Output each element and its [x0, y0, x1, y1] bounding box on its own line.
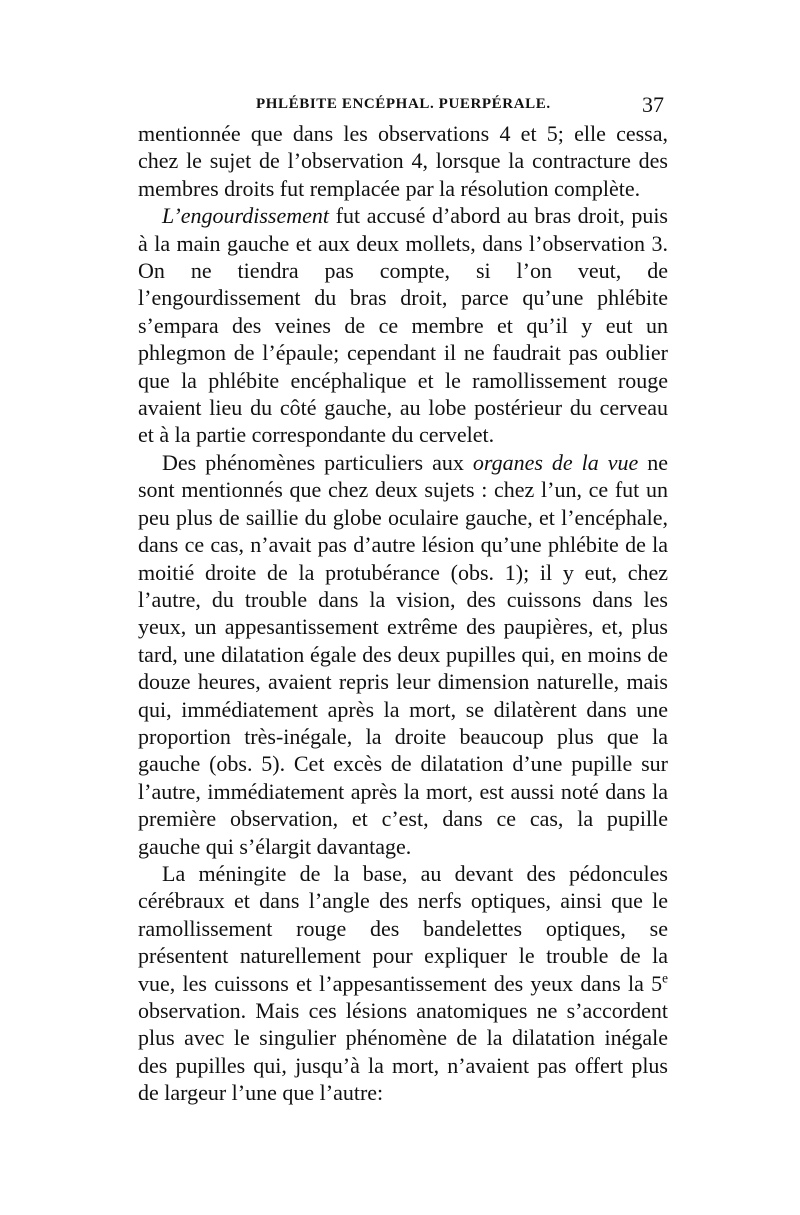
paragraph-2-text: fut accusé d’abord au bras droit, puis à la main gauche et aux deux mollets, dans l’observation 3. On ne tiendra pas compte, si l’on veut, de l’engourdissement du bras droit, parce qu’une phlébite s’empara des veines de ce membre et qu’il y eut un phlegmon de l’épaule; cependant il ne faudrait pas oublier que la phlébite encéphalique et le ramollissement rouge avaient lieu du côté gauche, au lobe postérieur du cerveau et à la partie correspondante du cervelet.: [138, 203, 668, 448]
paragraph-3-text-after: ne sont mentionnés que chez deux sujets : chez l’un, ce fut un peu plus de saillie du globe oculaire gauche, et l’encéphale, dans ce cas, n’avait pas d’autre lésion qu’une phlébite de la moitié droite de la protubérance (obs. 1); il y eut, chez l’autre, du trouble dans la vision, des cuissons dans les yeux, un appesantissement extrême des paupières, et, plus tard, une dilatation égale des deux pupilles qui, en moins de douze heures, avaient repris leur dimension naturelle, mais qui, immédiatement après la mort, se dilatèrent dans une proportion très-inégale, la droite beaucoup plus que la gauche (obs. 5). Cet excès de dilatation d’une pupille sur l’autre, immédiatement après la mort, est aussi noté dans la première observation, et c’est, dans ce cas, la pupille gauche qui s’élargit davantage.: [138, 449, 668, 859]
book-page: [138, 92, 668, 1107]
paragraph-2-italic-lead: L’engourdissement: [162, 203, 330, 229]
paragraph-3: [138, 449, 668, 860]
paragraph-4-text-before: La méningite de la base, au devant des pédoncules cérébraux et dans l’angle des nerfs optiques, ainsi que le ramollissement rouge des bandelettes optiques, se présentent naturellement pour expliquer le trouble de la vue, les cuissons et l’appesantissement des yeux dans la 5: [138, 860, 668, 996]
running-title: PHLÉBITE ENCÉPHAL. PUERPÉRALE.: [256, 96, 551, 112]
paragraph-4: [138, 860, 668, 1107]
paragraph-4-text-after: observation. Mais ces lésions anatomiques ne s’accordent plus avec le singulier phénomène de la dilatation inégale des pupilles qui, jusqu’à la mort, n’avaient pas offert plus de largeur l’une que l’autre:: [138, 998, 668, 1106]
running-header: [138, 92, 668, 120]
paragraph-3-text-before: Des phénomènes particuliers aux: [162, 449, 473, 475]
paragraph-2: [138, 202, 668, 449]
paragraph-3-italic-phrase: organes de la vue: [472, 449, 639, 475]
body-text: [138, 120, 668, 1107]
paragraph-4-superscript: e: [662, 970, 668, 986]
paragraph-1: [138, 120, 668, 202]
paragraph-1-text: mentionnée que dans les observations 4 et 5; elle cessa, chez le sujet de l’observation 4, lorsque la contracture des membres droits fut remplacée par la résolution complète.: [138, 121, 668, 201]
page-number: 37: [642, 92, 664, 117]
